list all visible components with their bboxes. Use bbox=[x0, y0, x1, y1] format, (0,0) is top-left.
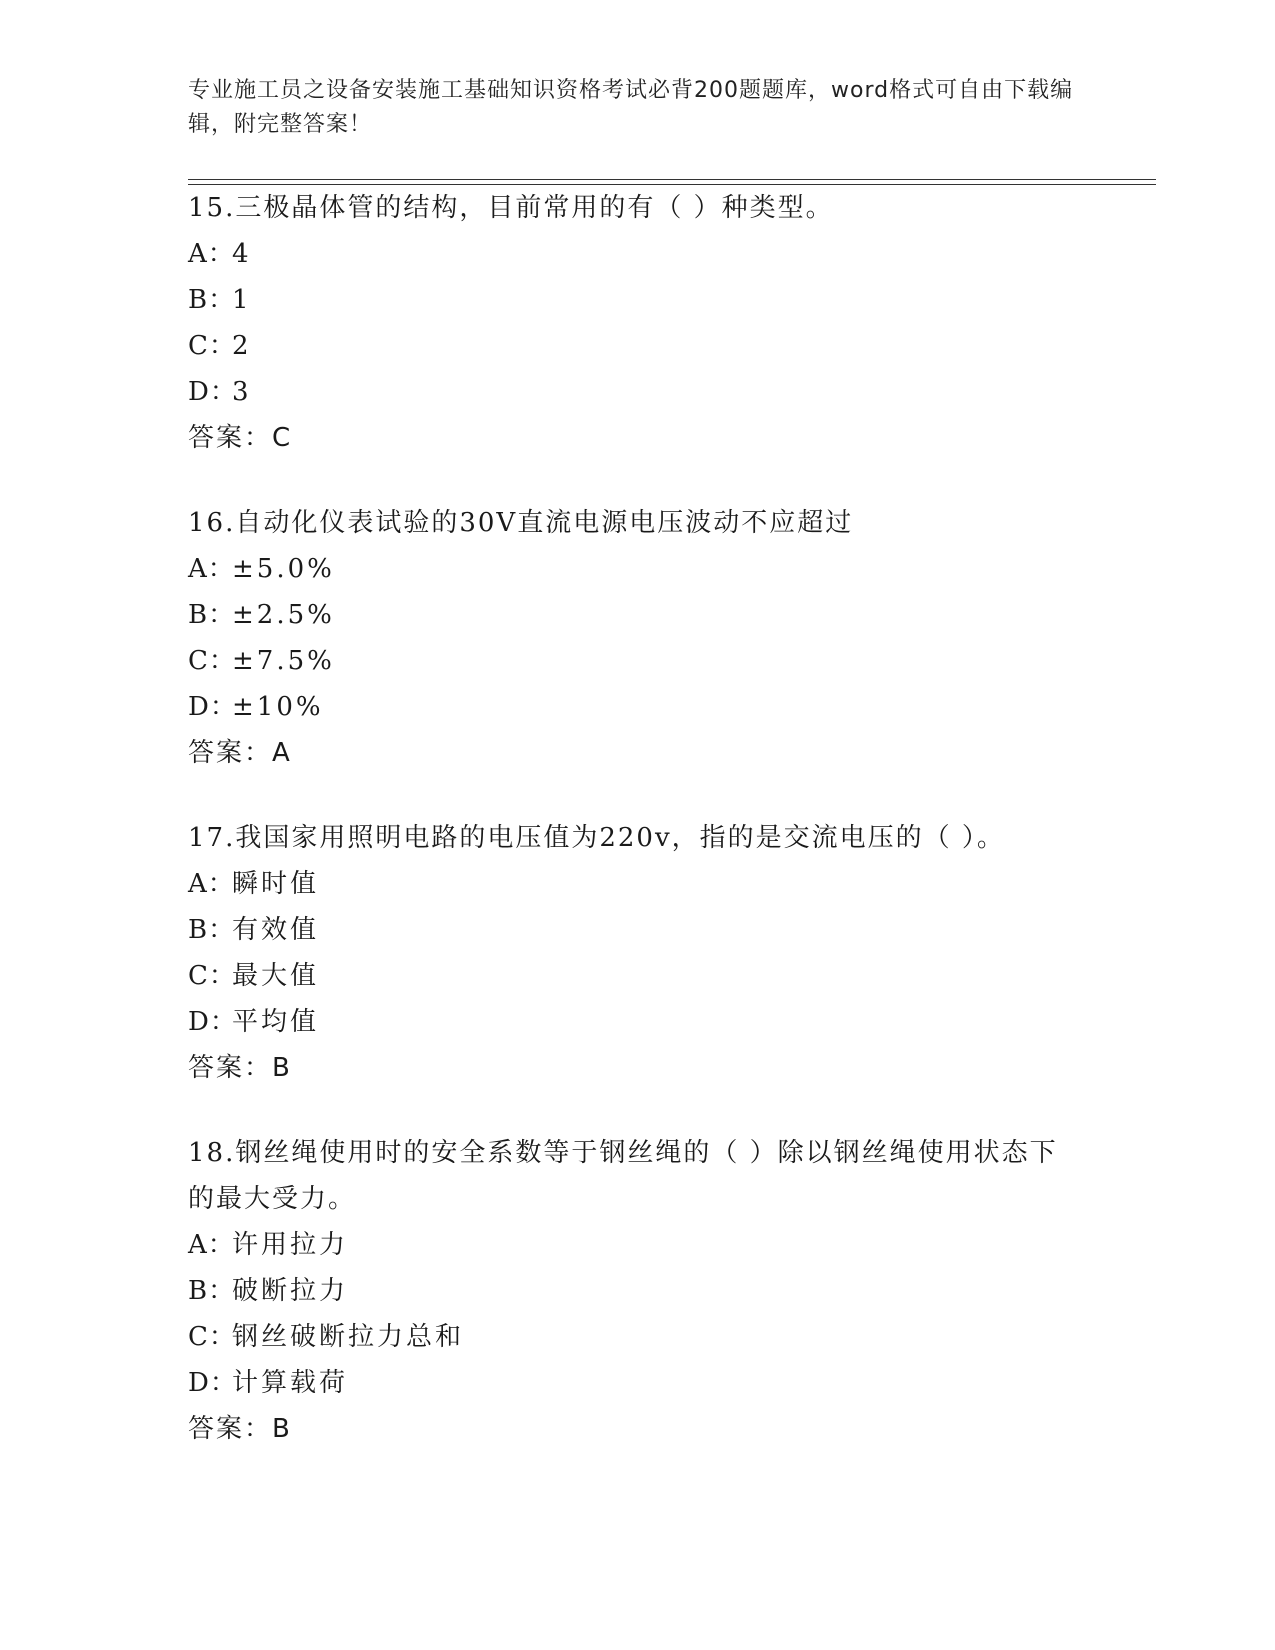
question-18 bbox=[188, 1130, 1058, 1452]
option-c bbox=[188, 323, 1088, 369]
option-b bbox=[188, 592, 1088, 638]
option-a bbox=[188, 546, 1088, 592]
question-stem: 16.自动化仪表试验的30V直流电源电压波动不应超过 bbox=[188, 508, 854, 538]
option-a bbox=[188, 1222, 1058, 1268]
option-d bbox=[188, 684, 1088, 730]
option-text: 4 bbox=[232, 239, 252, 269]
document-intro: 专业施工员之设备安装施工基础知识资格考试必背200题题库，word格式可自由下载编辑，附完整答案！ bbox=[188, 78, 1074, 137]
option-text: 平均值 bbox=[232, 1007, 320, 1037]
option-key: B： bbox=[188, 915, 236, 945]
option-a bbox=[188, 861, 1088, 907]
option-key: A： bbox=[188, 1230, 235, 1260]
option-text: 计算载荷 bbox=[232, 1368, 349, 1398]
answer-line: 答案：B bbox=[188, 1053, 292, 1083]
option-key: B： bbox=[188, 600, 236, 630]
option-b bbox=[188, 907, 1088, 953]
option-key: C： bbox=[188, 646, 236, 676]
option-text: 许用拉力 bbox=[232, 1230, 349, 1260]
option-c bbox=[188, 953, 1088, 999]
option-text: ±5.0% bbox=[232, 554, 335, 584]
option-text: 有效值 bbox=[232, 915, 320, 945]
option-key: D： bbox=[188, 1007, 237, 1037]
option-text: 1 bbox=[232, 285, 252, 315]
header-divider-top bbox=[188, 179, 1156, 180]
option-key: D： bbox=[188, 377, 237, 407]
option-key: B： bbox=[188, 285, 236, 315]
option-d bbox=[188, 1360, 1058, 1406]
option-b bbox=[188, 277, 1088, 323]
option-text: 3 bbox=[232, 377, 252, 407]
option-text: ±7.5% bbox=[232, 646, 335, 676]
option-a bbox=[188, 231, 1088, 277]
option-key: C： bbox=[188, 961, 236, 991]
option-d bbox=[188, 369, 1088, 415]
question-stem: 15.三极晶体管的结构，目前常用的有（ ）种类型。 bbox=[188, 193, 834, 223]
option-d bbox=[188, 999, 1088, 1045]
option-b bbox=[188, 1268, 1058, 1314]
option-key: D： bbox=[188, 1368, 237, 1398]
question-stem: 17.我国家用照明电路的电压值为220v，指的是交流电压的（ ）。 bbox=[188, 823, 1005, 853]
option-text: ±10% bbox=[232, 692, 324, 722]
option-c bbox=[188, 638, 1088, 684]
question-stem: 18.钢丝绳使用时的安全系数等于钢丝绳的（ ）除以钢丝绳使用状态下的最大受力。 bbox=[188, 1138, 1058, 1214]
answer-line: 答案：A bbox=[188, 738, 292, 768]
answer-line: 答案：B bbox=[188, 1414, 292, 1444]
option-c bbox=[188, 1314, 1058, 1360]
answer-line: 答案：C bbox=[188, 423, 293, 453]
option-key: A： bbox=[188, 239, 235, 269]
option-text: ±2.5% bbox=[232, 600, 335, 630]
option-key: C： bbox=[188, 1322, 236, 1352]
option-key: A： bbox=[188, 554, 235, 584]
option-key: A： bbox=[188, 869, 235, 899]
option-key: D： bbox=[188, 692, 237, 722]
option-text: 2 bbox=[232, 331, 252, 361]
question-16 bbox=[188, 500, 1088, 776]
question-15 bbox=[188, 185, 1088, 461]
option-key: C： bbox=[188, 331, 236, 361]
question-17 bbox=[188, 815, 1088, 1091]
option-text: 瞬时值 bbox=[232, 869, 320, 899]
option-text: 钢丝破断拉力总和 bbox=[232, 1322, 465, 1352]
option-key: B： bbox=[188, 1276, 236, 1306]
option-text: 最大值 bbox=[232, 961, 320, 991]
option-text: 破断拉力 bbox=[232, 1276, 349, 1306]
